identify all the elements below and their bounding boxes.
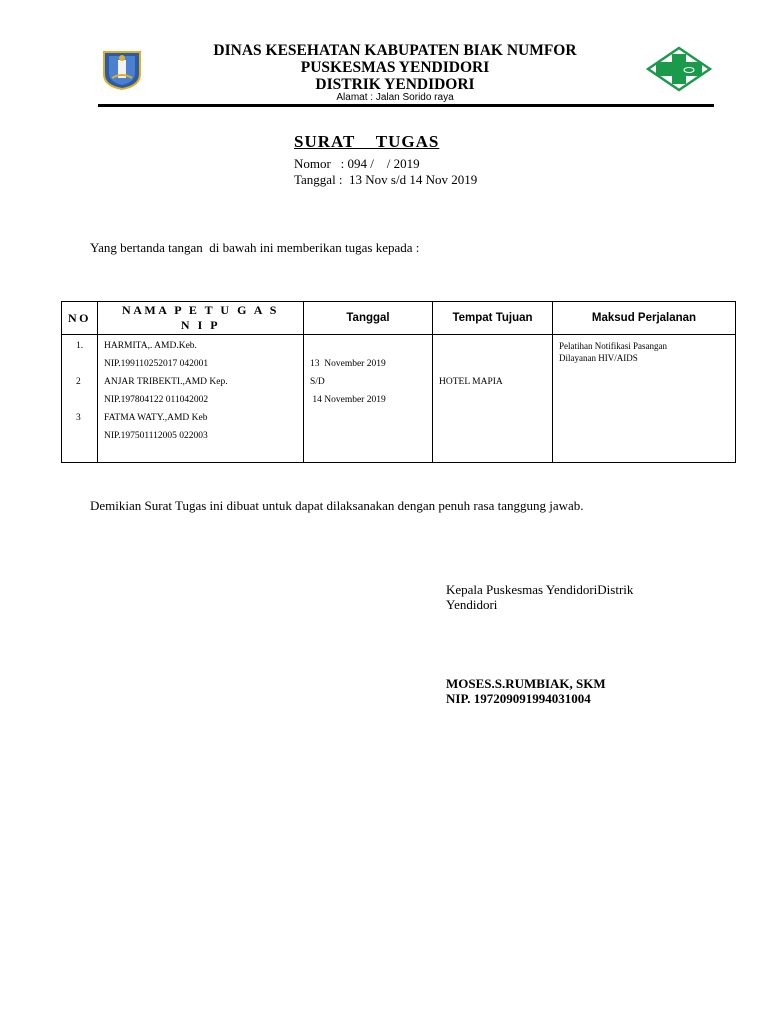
cell-numbers bbox=[62, 335, 98, 463]
cell-purpose bbox=[553, 335, 736, 463]
header-nama: NAMA P E T U G A S bbox=[122, 303, 279, 317]
officer-name: FATMA WATY.,AMD Keb bbox=[104, 413, 208, 423]
letter-date: Tanggal : 13 Nov s/d 14 Nov 2019 bbox=[294, 172, 478, 187]
signatory-role: Kepala Puskesmas YendidoriDistrik bbox=[446, 582, 634, 597]
cell-officers bbox=[98, 335, 304, 463]
date-from: 13 November 2019 bbox=[310, 359, 386, 369]
header-nama-nip bbox=[98, 302, 304, 335]
officer-nip: NIP.199110252017 042001 bbox=[104, 359, 209, 369]
officer-name: HARMITA,. AMD.Keb. bbox=[104, 341, 197, 351]
purpose-line: Pelatihan Notifikasi Pasangan bbox=[559, 341, 667, 351]
letter-title: SURAT TUGAS bbox=[294, 132, 440, 151]
date-to: 14 November 2019 bbox=[310, 395, 386, 405]
cell-dates bbox=[304, 335, 433, 463]
letter-number: Nomor : 094 / / 2019 bbox=[294, 156, 420, 171]
header-no: NO bbox=[62, 302, 98, 335]
table-header-row bbox=[62, 302, 736, 335]
officer-nip: NIP.197804122 011042002 bbox=[104, 395, 209, 405]
signatory-nip: NIP. 197209091994031004 bbox=[446, 691, 591, 706]
intro-text: Yang bertanda tangan di bawah ini memberikan tugas kepada : bbox=[90, 240, 420, 255]
puskesmas-cross-icon bbox=[646, 46, 712, 92]
officer-name: ANJAR TRIBEKTI.,AMD Kep. bbox=[104, 377, 228, 387]
header-maksud: Maksud Perjalanan bbox=[553, 302, 736, 335]
officer-nip: NIP.197501112005 022003 bbox=[104, 431, 208, 441]
table-row bbox=[62, 335, 736, 463]
purpose-line: Dilayanan HIV/AIDS bbox=[559, 353, 638, 363]
header-address: Alamat : Jalan Sorido raya bbox=[336, 92, 454, 103]
row-number: 1. bbox=[76, 341, 84, 351]
header-nip: N I P bbox=[180, 318, 221, 332]
signatory-role-cont: Yendidori bbox=[446, 597, 498, 612]
cell-destination bbox=[433, 335, 553, 463]
regency-emblem-icon bbox=[100, 48, 144, 90]
assignment-table bbox=[61, 301, 736, 463]
header-puskesmas: PUSKESMAS YENDIDORI bbox=[300, 59, 490, 76]
header-tanggal: Tanggal bbox=[304, 302, 433, 335]
date-separator: S/D bbox=[310, 377, 325, 387]
signatory-name: MOSES.S.RUMBIAK, SKM bbox=[446, 676, 606, 691]
destination: HOTEL MAPIA bbox=[439, 377, 503, 387]
header-agency: DINAS KESEHATAN KABUPATEN BIAK NUMFOR bbox=[213, 42, 577, 59]
row-number: 3 bbox=[76, 413, 81, 423]
header-divider bbox=[98, 104, 714, 107]
header-tempat: Tempat Tujuan bbox=[433, 302, 553, 335]
row-number: 2 bbox=[76, 377, 81, 387]
closing-text: Demikian Surat Tugas ini dibuat untuk dapat dilaksanakan dengan penuh rasa tanggung jawab. bbox=[90, 498, 584, 513]
header-district: DISTRIK YENDIDORI bbox=[315, 76, 475, 93]
